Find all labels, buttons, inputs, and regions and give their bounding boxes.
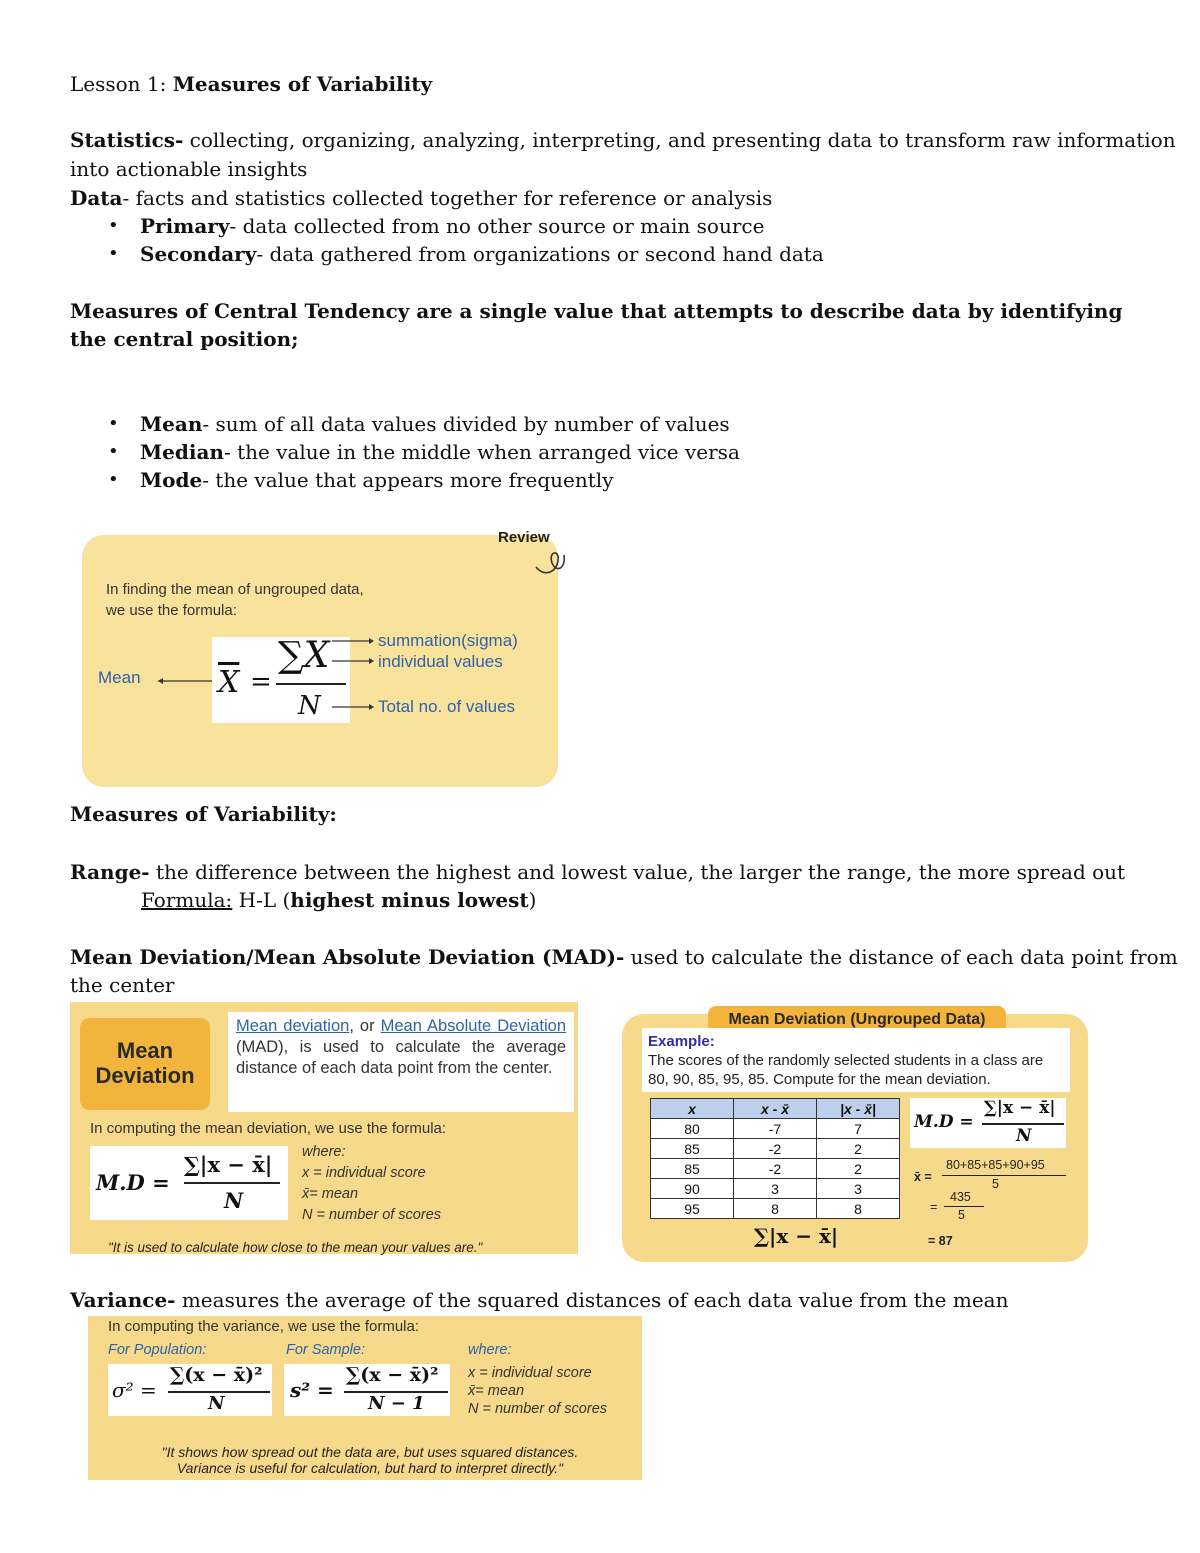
statistics-term: Statistics- <box>70 128 184 152</box>
list-item-def: - data collected from no other source or main source <box>229 214 765 238</box>
where-mean: x̄= mean <box>468 1383 525 1399</box>
step-numerator: 435 <box>950 1190 971 1204</box>
variance-def: measures the average of the squared distances of each data value from the mean <box>175 1288 1009 1312</box>
pop-lhs: σ² = <box>112 1378 157 1402</box>
step-equals: = <box>930 1200 938 1214</box>
label-sigma: summation(sigma) <box>378 631 518 650</box>
example-label: Example: <box>648 1033 715 1050</box>
title-line1: Mean <box>116 1038 174 1063</box>
sum-label: ∑|x − x̄| <box>754 1224 839 1248</box>
mad-formula <box>90 1146 288 1220</box>
sample-label: For Sample: <box>286 1342 365 1358</box>
md-numerator: ∑|x − x̄| <box>984 1098 1056 1118</box>
swirl-icon <box>530 543 570 577</box>
variance-formula-intro: In computing the variance, we use the formula: <box>108 1318 420 1335</box>
central-items-list <box>70 410 740 494</box>
def-mid: , or <box>349 1017 381 1035</box>
table-cell: 85 <box>651 1139 734 1159</box>
variability-heading: Measures of Variability: <box>70 802 337 826</box>
quote-line2: Variance is useful for calculation, but hard to interpret directly." <box>176 1460 564 1476</box>
mean-deviation-link[interactable]: Mean deviation <box>236 1017 350 1035</box>
fraction-bar <box>184 1182 280 1184</box>
mean-deviation-description <box>228 1012 574 1112</box>
sample-lhs: s² = <box>290 1378 334 1402</box>
review-intro-line2: we use the formula: <box>106 602 237 619</box>
data-term: Data <box>70 186 123 210</box>
list-item-term: Mode <box>140 468 203 492</box>
table-cell: 7 <box>817 1119 900 1139</box>
data-types-list <box>70 212 824 268</box>
arrow-icon <box>154 677 214 685</box>
range-formula <box>141 886 536 914</box>
list-item-def: - the value that appears more frequently <box>202 468 614 492</box>
quote-line1: "It shows how spread out the data are, but uses squared distances. <box>161 1444 579 1460</box>
table-cell: -2 <box>734 1139 817 1159</box>
table-cell: 80 <box>651 1119 734 1139</box>
sample-formula <box>284 1364 450 1416</box>
mad-line2: the center <box>70 973 175 997</box>
range-formula-label: Formula: <box>141 888 233 912</box>
list-item <box>70 466 740 494</box>
xbar-text: $\overline{X}$ <box>218 665 240 700</box>
md-denominator: N <box>224 1188 244 1213</box>
table-cell: 3 <box>734 1179 817 1199</box>
mean-formula <box>212 637 350 723</box>
table-cell: -7 <box>734 1119 817 1139</box>
table-row <box>651 1179 900 1199</box>
xbar-symbol <box>218 665 239 700</box>
xbar-denominator: 5 <box>992 1177 999 1191</box>
table-cell: 2 <box>817 1159 900 1179</box>
list-item-term: Secondary <box>140 242 257 266</box>
mean-result: = 87 <box>928 1234 953 1248</box>
pop-numerator: ∑(x − x̄)² <box>170 1364 263 1386</box>
data-definition <box>70 184 772 212</box>
where-label: where: <box>302 1144 346 1160</box>
def-rest: (MAD), is used to calculate the average distance of each data point from the center. <box>236 1038 566 1077</box>
where-label: where: <box>468 1342 512 1358</box>
where-x: x = individual score <box>468 1365 592 1381</box>
column-header: x - x̄ <box>734 1099 817 1119</box>
list-item-def: - data gathered from organizations or second hand data <box>256 242 824 266</box>
population-formula <box>108 1364 272 1416</box>
md-numerator: ∑|x − x̄| <box>184 1152 273 1177</box>
xbar-numerator: 80+85+85+90+95 <box>946 1158 1045 1172</box>
label-values: individual values <box>378 652 503 671</box>
list-item <box>70 410 740 438</box>
sigma-x: ∑X <box>278 635 330 676</box>
table-cell: 8 <box>817 1199 900 1219</box>
mean-absolute-deviation-link[interactable]: Mean Absolute Deviation <box>380 1017 566 1035</box>
list-item <box>70 212 824 240</box>
list-item-term: Primary <box>140 214 230 238</box>
review-intro <box>106 579 426 621</box>
md-lhs: M.D = <box>914 1112 974 1132</box>
central-tendency-line1: Measures of Central Tendency are a single value that attempts to describe data by identifying <box>70 299 1123 323</box>
table-cell: 85 <box>651 1159 734 1179</box>
mad-term: Mean Deviation/Mean Absolute Deviation (MAD)- <box>70 945 625 969</box>
n-symbol: N <box>298 691 321 721</box>
list-item-def: - the value in the middle when arranged vice versa <box>223 440 740 464</box>
lesson-title <box>70 70 432 98</box>
range-term: Range- <box>70 860 150 884</box>
table-cell: 90 <box>651 1179 734 1199</box>
fraction-bar <box>982 1123 1064 1125</box>
table-cell: 8 <box>734 1199 817 1219</box>
title-line2: Deviation <box>95 1063 195 1088</box>
list-item <box>70 438 740 466</box>
example-text-box <box>642 1028 1070 1092</box>
review-card <box>82 529 558 787</box>
column-header: x <box>651 1099 734 1119</box>
range-formula-end: ) <box>528 888 537 912</box>
table-row <box>651 1139 900 1159</box>
where-n: N = number of scores <box>468 1401 608 1417</box>
equals-sign: = <box>250 667 272 697</box>
range-formula-bold: highest minus lowest <box>290 888 529 912</box>
table-cell: 95 <box>651 1199 734 1219</box>
variance-quote <box>140 1444 600 1476</box>
mad-definition <box>70 943 1178 971</box>
pop-denominator: N <box>208 1393 225 1414</box>
label-total: Total no. of values <box>378 697 516 716</box>
population-label: For Population: <box>108 1342 207 1358</box>
md-lhs: M.D = <box>96 1170 170 1195</box>
range-def: the difference between the highest and lowest value, the larger the range, the more spread out <box>149 860 1126 884</box>
statistics-definition <box>70 126 1176 154</box>
column-header: |x - x̄| <box>817 1099 900 1119</box>
review-header: Review <box>498 529 550 546</box>
xbar-lhs: x̄ = <box>914 1170 932 1184</box>
example-md-formula <box>910 1098 1066 1148</box>
table-row <box>651 1199 900 1219</box>
list-item-term: Median <box>140 440 224 464</box>
table-row <box>651 1159 900 1179</box>
range-formula-text: H-L ( <box>232 888 291 912</box>
list-item <box>70 240 824 268</box>
data-def: - facts and statistics collected together for reference or analysis <box>122 186 773 210</box>
table-cell: 2 <box>817 1139 900 1159</box>
mean-deviation-card <box>70 1002 578 1254</box>
table-cell: -2 <box>734 1159 817 1179</box>
deviation-table <box>650 1098 900 1219</box>
central-tendency-line2: the central position; <box>70 327 299 351</box>
step-denominator: 5 <box>958 1208 965 1222</box>
mad-line1: used to calculate the distance of each data point from <box>624 945 1178 969</box>
mean-label: Mean <box>98 668 141 687</box>
list-item-term: Mean <box>140 412 203 436</box>
fraction-bar <box>942 1175 1066 1176</box>
table-cell: 3 <box>817 1179 900 1199</box>
example-text: The scores of the randomly selected students in a class are 80, 90, 85, 95, 85. Compute for the mean deviation. <box>648 1052 1044 1088</box>
where-x: x = individual score <box>302 1165 426 1181</box>
label-arrows <box>332 635 376 721</box>
mean-deviation-title <box>80 1018 210 1110</box>
sample-denominator: N − 1 <box>368 1393 425 1414</box>
mad-where <box>302 1142 441 1226</box>
mean-deviation-example-card <box>622 1011 1088 1262</box>
mad-formula-intro: In computing the mean deviation, we use the formula: <box>90 1120 447 1137</box>
list-item-def: - sum of all data values divided by number of values <box>202 412 730 436</box>
variance-definition <box>70 1286 1008 1314</box>
fraction-bar <box>944 1206 984 1207</box>
md-denominator: N <box>1016 1126 1032 1146</box>
table-row <box>651 1119 900 1139</box>
where-n: N = number of scores <box>302 1207 442 1223</box>
mad-quote: "It is used to calculate how close to the mean your values are." <box>108 1240 483 1255</box>
lesson-prefix: Lesson 1: <box>70 72 173 96</box>
variance-term: Variance- <box>70 1288 176 1312</box>
variance-card <box>88 1316 642 1480</box>
where-mean: x̄= mean <box>302 1186 359 1202</box>
range-definition <box>70 858 1125 886</box>
statistics-line1: collecting, organizing, analyzing, interpreting, and presenting data to transform raw information <box>183 128 1176 152</box>
table-header-row <box>651 1099 900 1119</box>
lesson-name: Measures of Variability <box>172 72 433 96</box>
statistics-line2: into actionable insights <box>70 157 308 181</box>
example-header: Mean Deviation (Ungrouped Data) <box>708 1006 1006 1034</box>
sample-numerator: ∑(x − x̄)² <box>346 1364 439 1386</box>
review-intro-line1: In finding the mean of ungrouped data, <box>106 581 364 598</box>
variance-where <box>468 1364 607 1418</box>
